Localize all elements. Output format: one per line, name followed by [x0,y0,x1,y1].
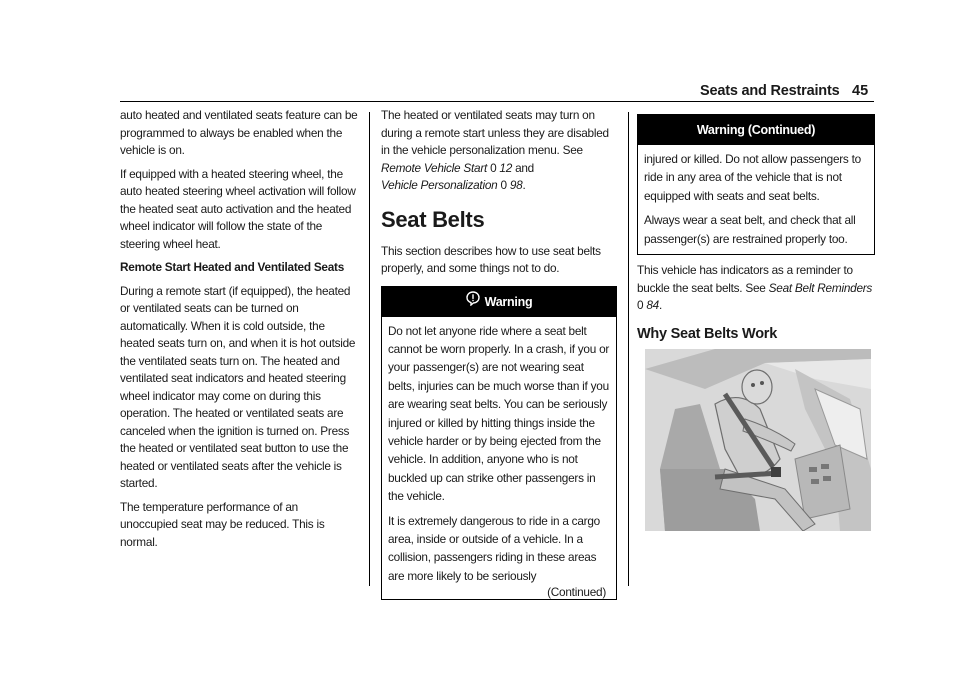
running-header-title: Seats and Restraints [700,83,840,99]
warning-icon [466,287,480,317]
cross-reference-remote-vehicle-start[interactable]: Remote Vehicle Start [381,160,488,175]
paragraph-with-reference [637,262,875,315]
paragraph: During a remote start (if equipped), the heated or ventilated seats can be turned on automatically. When it is cold outside, the heated seats turn on, and when it is hot outside the ventilated seats turn on. The heated and ventilated seat indicators and heated steering wheel indicator may come on during this operation. The heated or ventilated seats are canceled when the ignition is turned on. Press the heated or ventilated seat button to use the heated or ventilated seats after the vehicle is started. [120,283,356,490]
column-divider-left [369,112,370,586]
column-2 [381,107,617,600]
paragraph: The temperature performance of an unoccupied seat may be reduced. This is normal. [120,499,325,549]
page-ref-symbol: 0 [490,160,497,175]
page-ref-symbol: 0 [500,178,507,192]
section-title-seat-belts: Seat Belts [381,206,485,232]
paragraph-with-references [381,107,617,195]
warning-header [382,287,616,317]
page-ref-number[interactable]: 84 [646,298,659,313]
warning-body [382,317,616,600]
page-number: 45 [852,83,869,99]
continued-label: (Continued) [547,585,606,600]
paragraph: If equipped with a heated steering wheel, the auto heated steering wheel activation will follow the heated seat auto activation and the heated wheel indicator will follow the state of the steering wheel heat. [120,166,356,251]
paragraph-text: This vehicle has indicators as a reminder to buckle the seat belts. See [637,263,853,295]
column-3 [637,114,875,343]
warning-body [638,145,874,248]
cross-reference-vehicle-personalization[interactable]: Vehicle Personalization [381,178,498,192]
page-ref-number[interactable]: 12 [499,160,513,175]
subheading-remote-start-seats: Remote Start Heated and Ventilated Seats [120,260,345,274]
cross-reference-seat-belt-reminders[interactable]: Seat Belt Reminders [768,280,873,295]
conjunction-text: and [515,160,534,175]
header-rule [120,101,874,102]
seat-belt-illustration [645,349,871,531]
warning-box-continued [637,114,875,255]
paragraph: auto heated and ventilated seats feature can be programmed to always be enabled when the vehicle is on. [120,108,358,157]
paragraph-text: The heated or ventilated seats may turn on during a remote start unless they are disabled in the vehicle personalization menu. See [381,108,609,157]
warning-box [381,286,617,601]
warning-paragraph: injured or killed. Do not allow passengers to ride in any area of the vehicle that is not equipped with seats and seat belts. [644,152,861,203]
warning-paragraph: Always wear a seat belt, and check that all passenger(s) are restrained properly too. [644,213,856,246]
warning-title: Warning [484,294,533,309]
warning-paragraph: It is extremely dangerous to ride in a cargo area, inside or outside of a vehicle. In a collision, passengers riding in these areas are more likely to be seriously [388,513,600,583]
page-ref-symbol: 0 [637,298,644,313]
column-divider-right [628,112,629,586]
paragraph: This section describes how to use seat belts properly, and some things not to do. [381,243,601,275]
period: . [522,178,526,192]
page-ref-number[interactable]: 98 [509,178,523,192]
subsection-title-why-seat-belts-work: Why Seat Belts Work [637,325,778,342]
warning-paragraph: Do not let anyone ride where a seat belt cannot be worn properly. In a crash, if you or your passenger(s) are not wearing seat belts, injuries can be much worse than if you are wearing seat belts. You can be seriously injured or killed by hitting things inside the vehicle harder or by being ejected from the vehicle. In addition, anyone who is not buckled up can strike other passengers in the vehicle. [388,323,610,504]
period: . [658,298,662,313]
warning-header: Warning (Continued) [638,115,874,145]
column-1 [120,107,358,557]
